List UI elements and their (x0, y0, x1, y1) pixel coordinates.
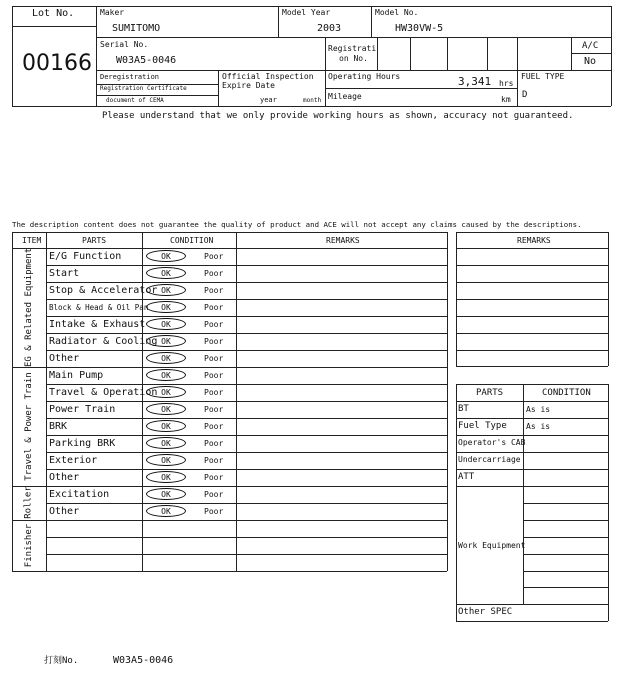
poor-option: Poor (204, 507, 224, 516)
km-unit: km (501, 95, 511, 104)
ok-mark: OK (146, 437, 186, 449)
registration-label: Registrati (328, 44, 377, 53)
poor-option: Poor (204, 473, 224, 482)
ok-mark: OK (146, 250, 186, 262)
operating-hours-value: 3,341 (458, 75, 492, 88)
model-no-value: HW30VW-5 (395, 23, 444, 34)
stamp-label: 打刻No. (44, 656, 79, 666)
parts-header: PARTS (476, 388, 504, 398)
hrs-unit: hrs (499, 79, 514, 88)
model-no-label: Model No. (375, 8, 419, 17)
part-label: Block & Head & Oil Pan (49, 303, 149, 312)
poor-option: Poor (204, 320, 224, 329)
group-label: Travel & Power Train (23, 371, 34, 481)
fuel-type-value: D (522, 90, 528, 100)
part-label: Exterior (49, 455, 98, 466)
ok-mark: OK (146, 267, 186, 279)
part-label: Power Train (49, 404, 116, 415)
parts-item: Fuel Type (458, 421, 507, 431)
mileage-label: Mileage (328, 92, 362, 101)
part-label: Intake & Exhaust (49, 319, 146, 330)
month-label: month (303, 97, 322, 104)
ok-mark: OK (146, 386, 186, 398)
serial-label: Serial No. (100, 40, 149, 49)
disclaimer: The description content does not guarantee the quality of product and ACE will not accept any claims caused by the descriptions. (12, 220, 582, 229)
parts-item: BT (458, 404, 469, 414)
col-item: ITEM (22, 236, 42, 245)
poor-option: Poor (204, 371, 224, 380)
other-spec-label: Other SPEC (458, 607, 513, 617)
poor-option: Poor (204, 439, 224, 448)
ok-mark: OK (146, 369, 186, 381)
part-label: Main Pump (49, 370, 104, 381)
part-label: E/G Function (49, 251, 122, 262)
ac-label: A/C (582, 41, 599, 51)
part-label: BRK (49, 421, 68, 432)
poor-option: Poor (204, 269, 224, 278)
model-year-value: 2003 (317, 23, 342, 34)
poor-option: Poor (204, 388, 224, 397)
dereg-sub2: document of CEMA (106, 97, 164, 104)
poor-option: Poor (204, 286, 224, 295)
ok-mark: OK (146, 335, 186, 347)
ok-mark: OK (146, 471, 186, 483)
poor-option: Poor (204, 354, 224, 363)
maker-label: Maker (100, 8, 125, 17)
poor-option: Poor (204, 303, 224, 312)
ok-mark: OK (146, 284, 186, 296)
parts-condition: As is (526, 422, 551, 431)
group-label: Roller (23, 486, 34, 519)
condition-header: CONDITION (542, 388, 591, 398)
ok-mark: OK (146, 403, 186, 415)
year-label: year (260, 96, 277, 104)
part-label: Travel & Operation (49, 387, 158, 398)
part-label: Stop & Accelerator (49, 285, 158, 296)
poor-option: Poor (204, 405, 224, 414)
col-condition: CONDITION (170, 236, 214, 245)
poor-option: Poor (204, 490, 224, 499)
parts-item: ATT (458, 472, 475, 482)
ok-mark: OK (146, 420, 186, 432)
maker-value: SUMITOMO (112, 23, 161, 34)
dereg-label: Deregistration (100, 73, 160, 81)
col-parts: PARTS (82, 236, 107, 245)
ok-mark: OK (146, 352, 186, 364)
ok-mark: OK (146, 505, 186, 517)
inspection-label: Official Inspection (222, 72, 314, 81)
dereg-sub1: Registration Certificate (100, 85, 187, 92)
part-label: Other (49, 506, 80, 517)
parts-item: Undercarriage (458, 455, 521, 464)
ok-mark: OK (146, 318, 186, 330)
group-label: EG & Related Equipment (23, 247, 34, 367)
group-label: Finisher (23, 523, 34, 567)
model-year-label: Model Year (282, 8, 331, 17)
ok-mark: OK (146, 301, 186, 313)
poor-option: Poor (204, 252, 224, 261)
lot-label: Lot No. (32, 8, 75, 19)
poor-option: Poor (204, 422, 224, 431)
parts-condition: As is (526, 405, 551, 414)
registration-label-2: on No. (339, 54, 368, 63)
part-label: Radiator & Cooling (49, 336, 158, 347)
inspection-label-2: Expire Date (222, 81, 275, 90)
work-equipment-label: Work Equipment (458, 541, 526, 550)
hours-notice: Please understand that we only provide working hours as shown, accuracy not guaranteed. (102, 111, 574, 121)
parts-item: Operator's CAB (458, 438, 526, 447)
part-label: Other (49, 353, 80, 364)
col-remarks: REMARKS (326, 236, 360, 245)
ok-mark: OK (146, 488, 186, 500)
ok-mark: OK (146, 454, 186, 466)
poor-option: Poor (204, 456, 224, 465)
remarks-header: REMARKS (517, 236, 551, 245)
part-label: Excitation (49, 489, 110, 500)
serial-value: W03A5-0046 (116, 55, 177, 66)
operating-hours-label: Operating Hours (328, 72, 401, 81)
fuel-type-label: FUEL TYPE (521, 72, 565, 81)
part-label: Parking BRK (49, 438, 116, 449)
stamp-value: W03A5-0046 (113, 655, 174, 666)
part-label: Start (49, 268, 80, 279)
poor-option: Poor (204, 337, 224, 346)
lot-number: 00166 (22, 51, 92, 76)
ac-value: No (584, 56, 597, 67)
part-label: Other (49, 472, 80, 483)
